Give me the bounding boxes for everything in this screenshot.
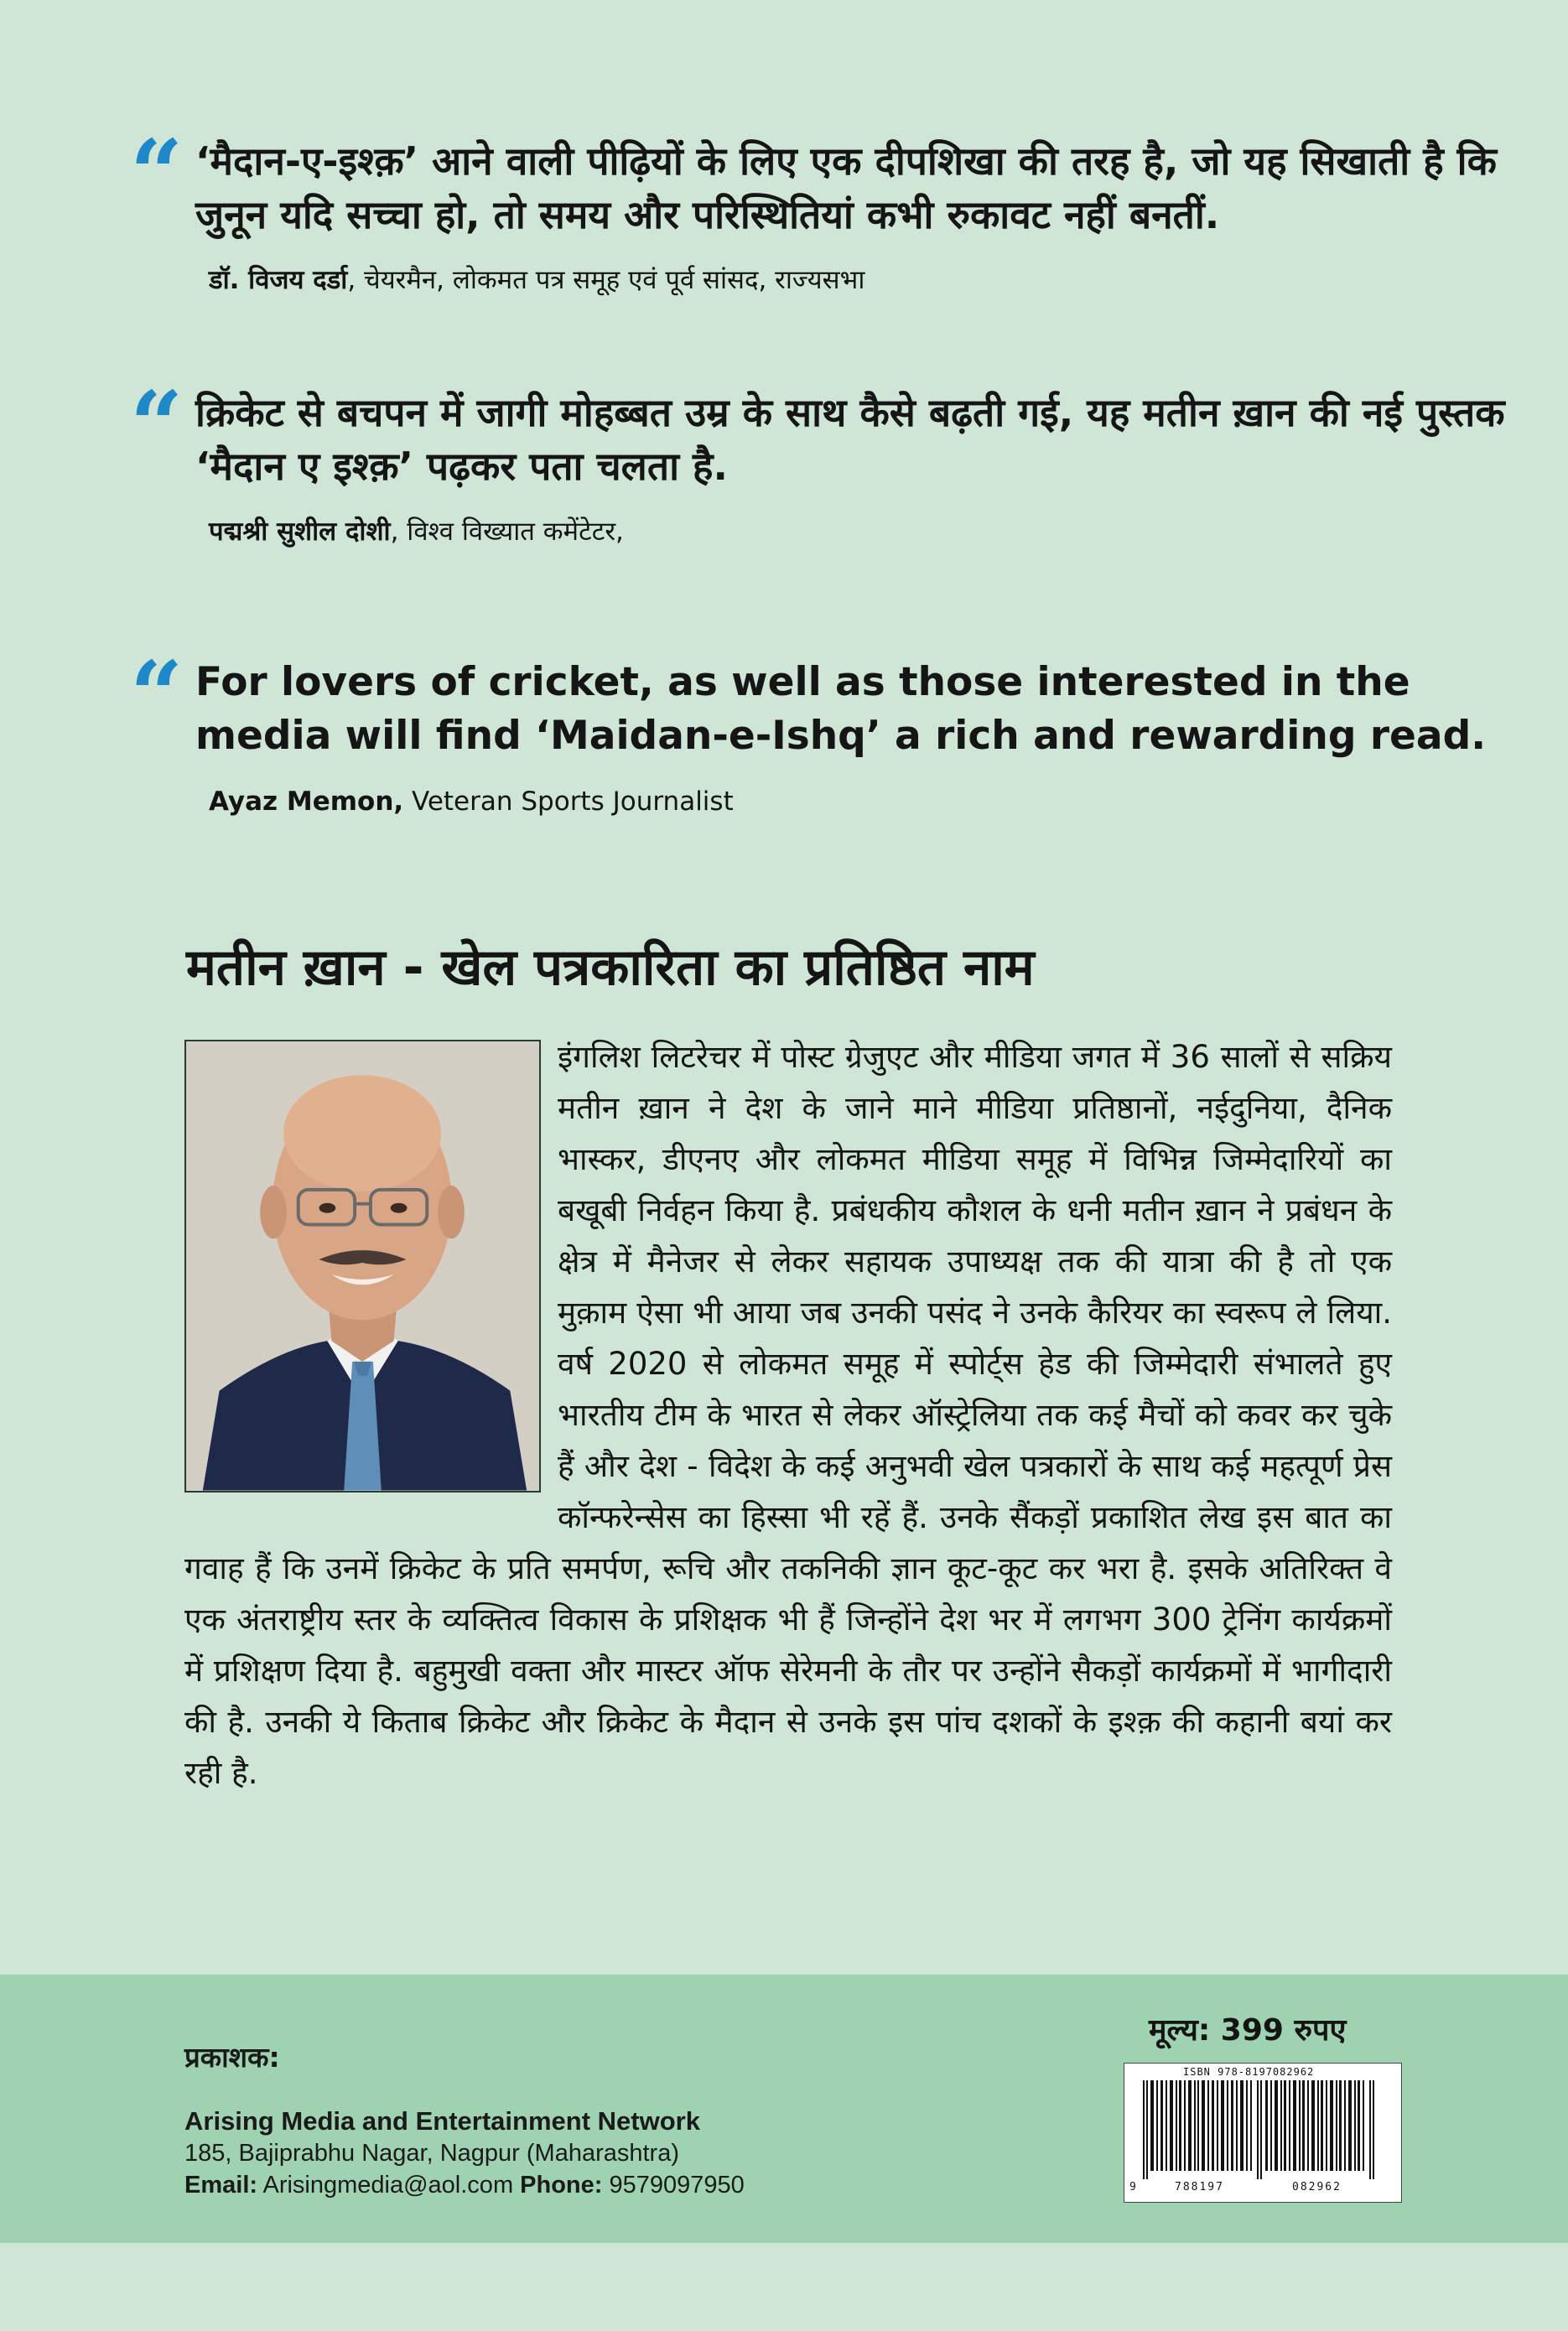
quote-attribution [209,515,1505,548]
publisher-info [184,2038,745,2201]
phone-value: 9579097950 [602,2172,745,2199]
quote-mark-icon: “ [130,119,184,227]
quote-attribution [209,263,1505,297]
quote-mark-icon: “ [130,641,184,749]
bio-text-container [184,1031,1392,1799]
publisher-label: प्रकाशक: [184,2041,280,2074]
price: मूल्य: 399 रुपए [1149,2013,1347,2048]
quote-author-role: , चेयरमैन, लोकमत पत्र समूह एवं पूर्व सांसद, राज्यसभा [347,265,865,295]
quote-3 [130,641,1505,818]
quote-author: पद्मश्री सुशील दोशी [209,517,391,547]
quote-author: डॉ. विजय दर्डा [209,265,348,295]
quote-text: ‘मैदान-ए-इश्क़’ आने वाली पीढ़ियों के लिए एक दीपशिखा की तरह है, जो यह सिखाती है कि जुनून यदि सच्चा हो, तो समय और परिस्थितियां कभी रुकावट नहीं बनतीं. [195,138,1497,237]
email-value: Arisingmedia@aol.com [257,2172,521,2199]
quote-author-role: Veteran Sports Journalist [403,787,734,817]
email-label: Email: [184,2172,258,2199]
isbn-text: ISBN 978-8197082962 [1183,2066,1315,2078]
bio-text: इंगलिश लिटरेचर में पोस्ट ग्रेजुएट और मीडिया जगत में 36 सालों से सक्रिय मतीन ख़ान ने देश के जाने माने मीडिया प्रतिष्ठानों, नईदुनिया, दैनिक भास्कर, डीएनए और लोकमत मीडिया समूह में विभिन्न जिम्मेदारियों का बखूबी निर्वहन किया है. प्रबंधकीय कौशल के धनी मतीन ख़ान ने प्रबंधन के क्षेत्र में मैनेजर से लेकर सहायक उपाध्यक्ष तक की यात्रा की है तो एक मुक़ाम ऐसा भी आया जब उनकी पसंद ने उनके कैरियर का स्वरूप ले लिया. वर्ष 2020 से लोकमत समूह में स्पोर्ट्स हेड की जिम्मेदारी संभालते हुए भारतीय टीम के भारत से लेकर ऑस्ट्रेलिया तक कई मैचों को कवर कर चुके हैं और देश - विदेश के कई अनुभवी खेल पत्रकारों के साथ कई महत्पूर्ण प्रेस कॉन्फरेन्सेस का हिस्सा भी रहें हैं. उनके सैंकड़ों प्रकाशित लेख इस बात का गवाह हैं कि उनमें क्रिकेट के प्रति समर्पण, रूचि और तकनिकी ज्ञान कूट-कूट कर भरा है. इसके अतिरिक्त वे एक अंतराष्ट्रीय स्तर के व्यक्तित्व विकास के प्रशिक्षक भी हैं जिन्होंने देश भर में लगभग 300 ट्रेनिंग कार्यक्रमों में प्रशिक्षण दिया है. बहुमुखी वक्ता और मास्टर ऑफ सेरेमनी के तौर पर उन्होंने सैकड़ों कार्यक्रमों में भागीदारी की है. उनकी ये किताब क्रिकेट और क्रिकेट के मैदान से उनके इस पांच दशकों के इश्क़ की कहानी बयां कर रही है. [184,1039,1392,1791]
isbn-barcode [1124,2063,1402,2203]
barcode-digits-left: 788197 [1175,2181,1224,2193]
barcode-icon [1133,2080,1393,2179]
barcode-digits-right: 082962 [1292,2181,1342,2193]
bio-heading: मतीन ख़ान - खेल पत्रकारिता का प्रतिष्ठित नाम [186,938,1035,997]
publisher-contact [184,2169,745,2201]
phone-label: Phone: [520,2172,603,2199]
quote-author-role: , विश्व विख्यात कमेंटेटर, [390,517,624,547]
publisher-address: 185, Bajiprabhu Nagar, Nagpur (Maharashtra) [184,2140,679,2167]
barcode-digit-1: 9 [1129,2181,1138,2193]
quote-attribution [209,785,1505,818]
publisher-name: Arising Media and Entertainment Network [184,2106,700,2136]
quote-2 [130,371,1505,548]
quote-text: क्रिकेट से बचपन में जागी मोहब्बत उम्र के साथ कैसे बढ़ती गई, यह मतीन ख़ान की नई पुस्तक ‘मैदान ए इश्क़’ पढ़कर पता चलता है. [195,390,1505,489]
quote-author: Ayaz Memon, [209,787,404,817]
quote-1 [130,119,1505,297]
quote-mark-icon: “ [130,371,184,479]
quote-text: For lovers of cricket, as well as those interested in the media will find ‘Maidan-e-Ishq’ a rich and rewarding read. [195,659,1487,759]
photo-spacer [184,1031,558,1505]
